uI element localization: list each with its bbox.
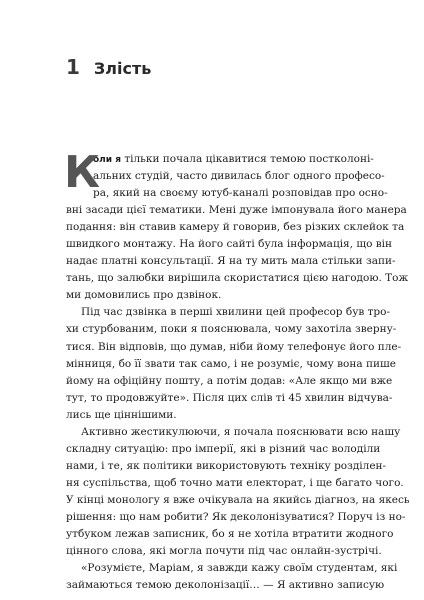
line-text: складну ситуацію: про імперії, які в різний час володіли (66, 442, 381, 455)
line-text: надає платні консультації. Я на ту мить мала стільки запи- (66, 255, 396, 268)
text-line (66, 373, 393, 390)
line-text: хи стурбованим, поки я пояснювала, чому захотіла зверну- (66, 323, 397, 336)
line-text: тань, що залюбки вирішила скористатися цією нагодою. Тож (66, 272, 409, 285)
text-line (66, 219, 405, 236)
line-text: мінниця, бо її звати так само, і не розуміє, чому вона пише (66, 357, 396, 370)
line-text: У кінці монологу я вже очікувала на якийсь діагноз, на якесь (66, 493, 410, 506)
text-line (66, 492, 410, 509)
text-line (66, 577, 385, 594)
text-line (66, 441, 381, 458)
text-line (66, 151, 374, 168)
text-line (66, 424, 401, 441)
line-text: альних студій, часто дивилась блог одного професо- (93, 170, 385, 183)
text-line (66, 236, 393, 253)
line-text: тільки почала цікавитися темою постколоні- (121, 153, 374, 165)
text-line (66, 321, 397, 338)
text-line (66, 356, 396, 373)
line-text: вні засади цієї тематики. Мені дуже імпонувала його манера (66, 204, 407, 217)
line-text: тут, то продовжуйте». Після цих слів ті 45 хвилин відчува- (66, 391, 393, 404)
text-line (66, 390, 393, 407)
line-text: лись ще ціннішими. (66, 408, 177, 421)
line-text: швидкого монтажу. На його сайті була інформація, що він (66, 238, 393, 251)
line-text: ня суспільства, щоб точно мати електорат, і ще багато чого. (66, 476, 404, 489)
drop-cap: К (64, 147, 100, 198)
text-line (66, 202, 407, 219)
chapter-heading (66, 55, 151, 79)
line-text: подання: він ставив камеру й говорив, без різких склейок та (66, 221, 405, 234)
text-line (66, 509, 406, 526)
line-text: «Розумієте, Маріам, я завжди кажу своїм студентам, які (81, 562, 398, 575)
line-text: тися. Він відповів, що думав, ніби йому телефонує його пле- (66, 340, 402, 353)
line-text: йому на офіційну пошту, а потім додав: «Але якщо ми вже (66, 374, 393, 387)
line-text: Під час дзвінка в перші хвилини цей професор був тро- (81, 306, 391, 319)
text-line (66, 168, 385, 185)
text-line (66, 304, 391, 321)
line-text: утбуком лежав записник, бо я не хотіла втратити жодного (66, 528, 394, 541)
text-line (66, 339, 402, 356)
line-text: ра, який на своєму ютуб-каналі розповідав про осно- (93, 187, 388, 200)
chapter-title: Злість (93, 59, 152, 78)
body-text (64, 147, 410, 594)
text-line (66, 526, 394, 543)
line-text: нами, і те, як політики використовують техніку розділен- (66, 459, 387, 472)
text-line (66, 253, 396, 270)
text-line (66, 543, 382, 560)
text-line (66, 270, 409, 287)
lead-words: оли я (93, 155, 121, 165)
line-text: ми домовились про дзвінок. (66, 289, 222, 302)
chapter-number: 1 (66, 55, 80, 79)
line-text: рішення: що нам робити? Як деколонізуватися? Поруч із но- (66, 510, 406, 523)
line-text: займаються темою деколонізації… — Я активно записую (66, 579, 385, 592)
text-line (66, 560, 398, 577)
text-line (66, 458, 387, 475)
text-line (66, 407, 360, 424)
text-line (66, 287, 360, 304)
text-line (66, 475, 404, 492)
line-text: Активно жестикулюючи, я почала пояснювати всю нашу (81, 425, 401, 438)
line-text: цінного слова, які могла почути під час онлайн-зустрічі. (66, 545, 382, 558)
text-line (66, 185, 388, 202)
